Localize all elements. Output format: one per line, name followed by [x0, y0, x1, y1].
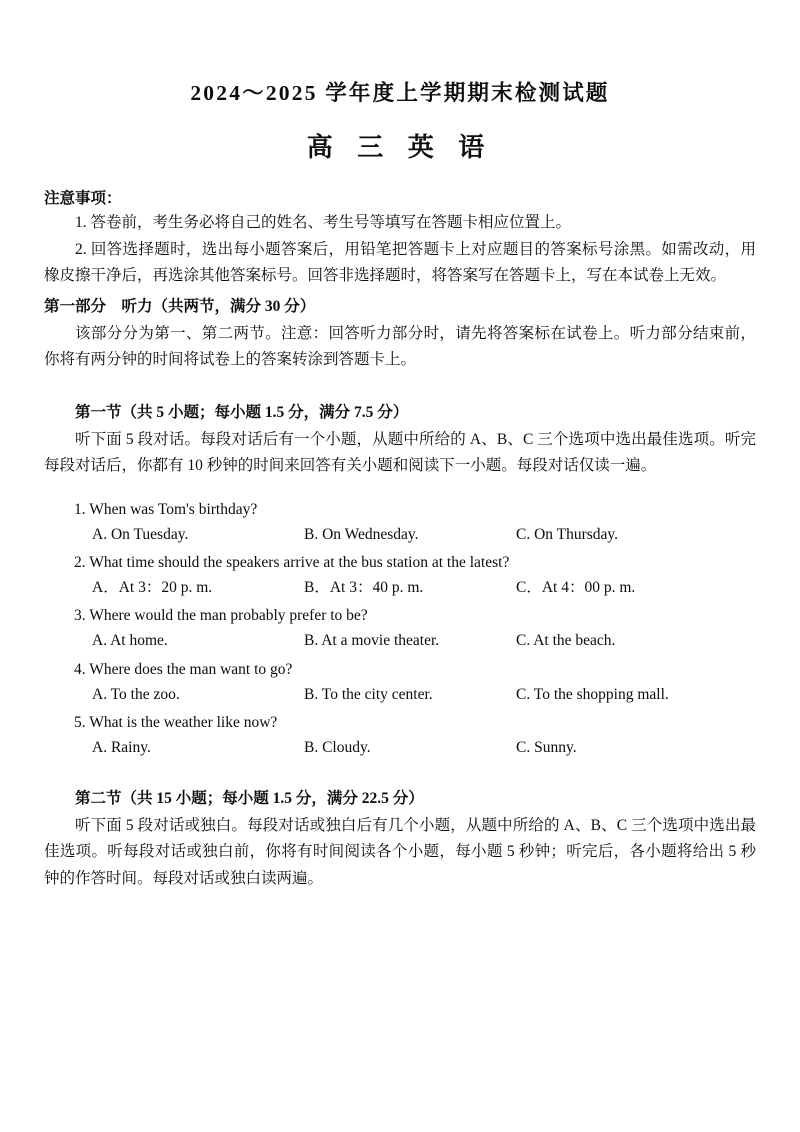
- option-b[interactable]: B. To the city center.: [304, 685, 433, 703]
- list-item: [44, 550, 756, 600]
- option-b[interactable]: B. Cloudy.: [304, 738, 371, 756]
- question-options: [44, 682, 756, 707]
- option-a[interactable]: A. To the zoo.: [92, 685, 180, 703]
- question-options: [44, 628, 756, 653]
- option-a[interactable]: A. Rainy.: [92, 738, 151, 756]
- list-item: [44, 497, 756, 547]
- question-text: What time should the speakers arrive at the bus station at the latest?: [89, 554, 510, 572]
- option-c[interactable]: C. To the shopping mall.: [516, 685, 669, 703]
- section-one-heading: 第一节（共 5 小题；每小题 1.5 分，满分 7.5 分）: [75, 403, 409, 421]
- section-two-instruction: 听下面 5 段对话或独白。每段对话或独白后有几个小题，从题中所给的 A、B、C 三个选项中选出最佳选项。听每段对话或独白前，你将有时间阅读各个小题，每小题 5 秒钟；听完后，各小题将给出 5 秒钟的作答时间。每段对话或独白读两遍。: [44, 816, 756, 887]
- question-text: Where would the man probably prefer to be?: [89, 607, 368, 625]
- part-one-heading: 第一部分 听力（共两节，满分 30 分）: [44, 297, 316, 315]
- question-number: 4.: [74, 660, 86, 678]
- list-item: [44, 657, 756, 707]
- part-one-intro: 该部分分为第一、第二两节。注意：回答听力部分时，请先将答案标在试卷上。听力部分结束前，你将有两分钟的时间将试卷上的答案转涂到答题卡上。: [44, 324, 756, 369]
- question-text: What is the weather like now?: [89, 713, 278, 731]
- option-c[interactable]: C．At 4：00 p. m.: [516, 579, 636, 597]
- option-b[interactable]: B. At a movie theater.: [304, 632, 440, 650]
- question-text: When was Tom's birthday?: [89, 500, 258, 518]
- notice-item-1: 1. 答卷前，考生务必将自己的姓名、考生号等填写在答题卡相应位置上。: [75, 214, 572, 231]
- page-title: 2024～2025 学年度上学期期末检测试题: [190, 81, 610, 105]
- option-c[interactable]: C. Sunny.: [516, 738, 577, 756]
- question-options: [44, 522, 756, 547]
- section-two-heading: 第二节（共 15 小题；每小题 1.5 分，满分 22.5 分）: [75, 790, 424, 807]
- question-stem: [44, 657, 756, 682]
- question-text: Where does the man want to go?: [89, 660, 293, 678]
- question-stem: [44, 497, 756, 522]
- option-b[interactable]: B．At 3：40 p. m.: [304, 579, 424, 597]
- question-number: 3.: [74, 607, 86, 625]
- section-one-instruction: 听下面 5 段对话。每段对话后有一个小题，从题中所给的 A、B、C 三个选项中选出最佳选项。听完每段对话后，你都有 10 秒钟的时间来回答有关小题和阅读下一小题。每段对话仅读一遍。: [44, 430, 756, 475]
- question-list: [44, 497, 756, 760]
- option-a[interactable]: A．At 3：20 p. m.: [92, 579, 213, 597]
- option-a[interactable]: A. At home.: [92, 632, 168, 650]
- question-options: [44, 735, 756, 760]
- option-c[interactable]: C. At the beach.: [516, 632, 616, 650]
- notice-heading: 注意事项：: [44, 190, 122, 207]
- question-stem: [44, 603, 756, 628]
- subject-title: 高 三 英 语: [306, 133, 494, 162]
- option-a[interactable]: A. On Tuesday.: [92, 526, 189, 544]
- option-b[interactable]: B. On Wednesday.: [304, 526, 419, 544]
- question-number: 2.: [74, 554, 86, 572]
- question-stem: [44, 710, 756, 735]
- option-c[interactable]: C. On Thursday.: [516, 526, 619, 544]
- question-stem: [44, 550, 756, 575]
- question-number: 1.: [74, 500, 86, 518]
- notice-item-2: 2. 回答选择题时，选出每小题答案后，用铅笔把答题卡上对应题目的答案标号涂黑。如需改动，用橡皮擦干净后，再选涂其他答案标号。回答非选择题时，将答案写在答题卡上，写在本试卷上无效。: [44, 240, 756, 285]
- question-options: [44, 575, 756, 600]
- list-item: [44, 603, 756, 653]
- question-number: 5.: [74, 713, 86, 731]
- list-item: [44, 710, 756, 760]
